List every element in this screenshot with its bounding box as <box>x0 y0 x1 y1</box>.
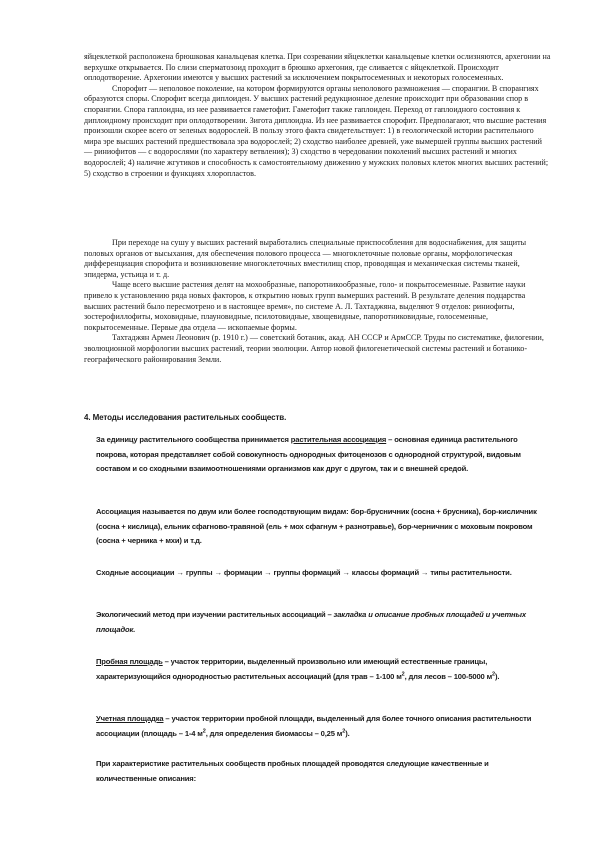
term-record-plot: Учетная площадка <box>96 714 164 723</box>
paragraph-descriptions: При характеристике растительных сообществ пробных площадей проводятся следующие качественные и количественные описания: <box>96 759 489 783</box>
term-association: растительная ассоциация <box>290 435 387 444</box>
paragraph-sporophyte: Спорофит — неполовое поколение, на котором формируются органы неполового размножения — спорангии. В спорангиях образуются споры. Спорофит всегда диплоиден. У высших растений редукционное деление происходит при образовании спор в спорангии. Спора гаплоидна, из нее развивается гаметофит. Гаметофит также гаплоиден. Переход от гаплоидного состояния к диплоидному происходит при оплодотворении. Зигота диплоидна. Из нее развивается спорофит. Предполагают, что высшие растения произошли скорее всего от зеленых водорослей. В пользу этого факта свидетельствует: 1) в геологической истории растительного мира эре высших растений предшествовала эра водорослей; 2) сходство наиболее древней, уже вымершей группы высших растений — риниофитов — с водорослями (по характеру ветвления); 3) сходство в чередовании поколений высших растений и многих водорослей; 4) наличие жгутиков и способность к самостоятельному движению у мужских половых клеток многих высших растений; 5) сходство в строении и функциях хлоропластов. <box>84 83 549 178</box>
paragraph-takhtajan: Тахтаджян Армен Леонович (р. 1910 г.) — советский ботаник, акад. АН СССР и АрмССР. Труды по систематике, филогении, эволюционной морфологии высших растений, теории эволюции. Автор новой филогенетической системы растений и ботанико-географического районирования Земли. <box>84 333 544 364</box>
paragraph-record-plot: Учетная площадка – участок территории пробной площади, выделенный для более точного описания растительности ассоциации (площадь – 1-4 $м^2$, для определения биомассы – 0,25 $м^2$). <box>96 714 532 738</box>
section-heading: 4. Методы исследования растительных сообществ. <box>84 413 287 422</box>
paragraph-hierarchy: Сходные ассоциации → группы → формации → группы формаций → классы формаций → типы растительности. <box>96 568 512 577</box>
paragraph-archegonium: яйцеклеткой расположена брюшковая канальцевая клетка. При созревании яйцеклетки канальцевые клетки ослизняются, архегонии на верхушке открывается. По слизи сперматозоид проходит в брюшко архегония, где сливается с яйцеклеткой. Происходит оплодотворение. Архегонии имеются у высших растений за исключением покрытосеменных и некоторых голосеменных. <box>84 52 551 83</box>
term-sample-plot: Пробная площадь <box>96 657 163 666</box>
text-section-1 <box>84 52 552 179</box>
paragraph-sample-plot: Пробная площадь – участок территории, выделенный произвольно или имеющий естественные границы, характеризующийся однородностью растительных ассоциаций (для трав – 1-100 $м^2$, для лесов – 100-5000 $м^2$). <box>96 657 500 681</box>
paragraph-association: За единицу растительного сообщества принимается растительная ассоциация – основная единица растительного покрова, которая представляет собой совокупность однородных фитоценозов с однородной структурой, видовым составом и со сходными взаимоотношениями организмов как друг с другом, так и с внешней средой. <box>96 435 521 474</box>
paragraph-land-adaptation: При переходе на сушу у высших растений выработались специальные приспособления для водоснабжения, для защиты половых органов от высыхания, для обеспечения полового процесса — многоклеточные половые органы, морфологическая дифференциация спорофита и возникновение многоклеточных вместилищ спор, проводящая и механическая системы тканей, эпидерма, устьица и т. д. <box>84 238 527 279</box>
paragraph-ecological-method: Экологический метод при изучении растительных ассоциаций – закладка и описание пробных площадей и учетных площадок. <box>96 610 526 634</box>
paragraph-association-naming: Ассоциация называется по двум или более господствующим видам: бор-брусничник (сосна + брусника), бор-кисличник (сосна + кислица), ельник сфагново-травяной (ель + мох сфагнум + разнотравье), бор-черничник с моховым покровом (сосна + черника + мхи) и т.д. <box>96 507 537 546</box>
italic-method: закладка и описание пробных площадей и учетных площадок. <box>96 610 526 634</box>
text-section-2 <box>84 238 552 365</box>
paragraph-divisions: Чаще всего высшие растения делят на мохообразные, папоротникообразные, голо- и покрытосеменные. Развитие науки привело к установлению ряда новых факторов, к открытию новых групп вымерших растений. В результате деления подцарства высших растений было пересмотрено и в настоящее время», по системе А. Л. Тахтаджяна, выделяют 9 отделов: риниофиты, зостерофиллофиты, моховидные, плауновидные, псилотовидные, хвощевидные, папоротниковидные, голосеменные, покрытосеменные. Первые два отдела — ископаемые формы. <box>84 280 526 332</box>
